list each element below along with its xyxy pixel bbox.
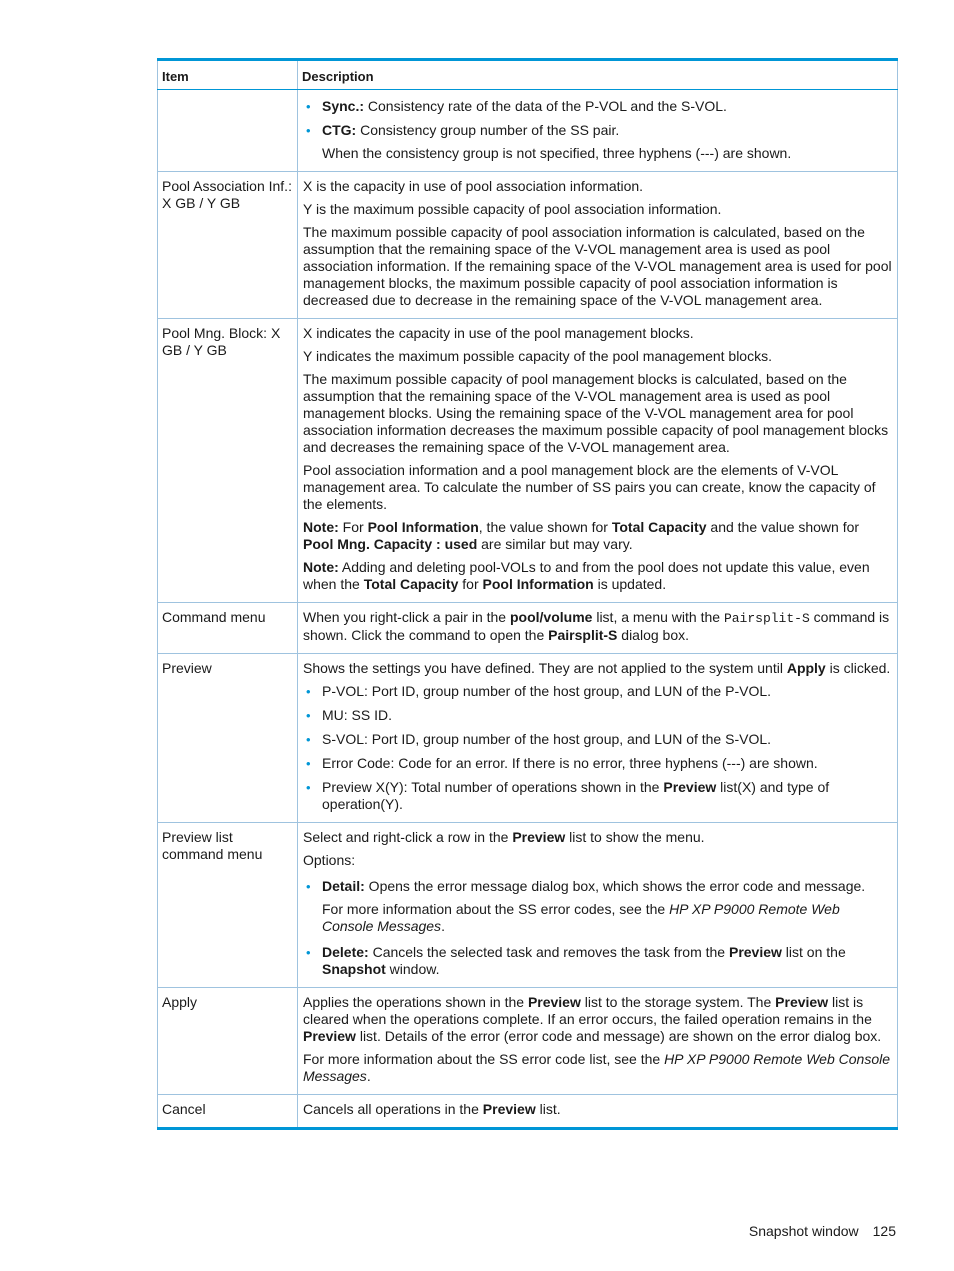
bullet-icon: • [306,756,311,771]
bold-run: pool/volume [509,609,593,625]
text-run: Cancels all operations in the [303,1101,483,1117]
item-cell [158,90,298,172]
text-run: Applies the operations shown in the [303,994,528,1010]
item-cell: Pool Association Inf.: X GB / Y GB [158,172,298,319]
text-run: list. [535,1101,561,1117]
description-cell [298,988,898,1095]
list-item [303,683,892,700]
sub-note [322,901,892,935]
bullet-icon: • [306,123,311,138]
description-cell [298,319,898,603]
paragraph [303,829,892,846]
text-run: MU: SS ID. [322,707,393,723]
description-cell [298,654,898,823]
item-cell: Command menu [158,603,298,654]
bold-run: Pool Information [482,576,594,592]
item-cell: Preview list command menu [158,823,298,988]
text-run: list(X) and type of operation(Y). [322,779,830,812]
italic-run: HP XP P9000 Remote Web Console Messages [303,1051,890,1084]
paragraph [303,1101,892,1118]
italic-run: HP XP P9000 Remote Web Console Messages [322,901,840,934]
paragraph: Pool association information and a pool management block are the elements of V-VOL management area. To calculate the number of SS pairs you can create, know the capacity of the elements. [303,462,876,512]
text-run: Cancels the selected task and removes the task from the [368,944,729,960]
text-run: list is cleared when the operations complete. If an error occurs, the failed operation remains in the [303,994,872,1027]
term-label: Delete: [322,944,369,960]
item-cell: Cancel [158,1095,298,1129]
bold-run: Preview [482,1101,536,1117]
footer-section-title: Snapshot window [748,1223,859,1239]
text-run: . [441,918,445,934]
text-run: list to show the menu. [565,829,705,845]
term-label: CTG: [322,122,357,138]
bold-run: Preview [728,944,782,960]
text-run: For [338,519,368,535]
item-cell: Preview [158,654,298,823]
term-text: Opens the error message dialog box, which shows the error code and message. [364,878,866,894]
page-footer [749,1223,896,1239]
text-run: . [366,1068,371,1084]
paragraph [303,660,892,677]
table-row [158,1095,898,1129]
item-cell: Pool Mng. Block: X GB / Y GB [158,319,298,603]
list-item [303,122,892,162]
text-run: and the value shown for [706,519,860,535]
item-cell: Apply [158,988,298,1095]
list-item [303,707,892,724]
text-run: dialog box. [617,627,689,643]
bullet-icon: • [306,732,311,747]
list-item [303,878,892,935]
description-cell [298,603,898,654]
text-run: list to the storage system. The [580,994,776,1010]
table-row [158,319,898,603]
header-description: Description [298,60,898,90]
page-number: 125 [872,1223,896,1239]
bold-run: Preview [663,779,717,795]
bold-run: Preview [527,994,581,1010]
sub-note: When the consistency group is not specified, three hyphens (---) are shown. [322,145,792,161]
description-cell [298,90,898,172]
text-run: Adding and deleting pool-VOLs to and from the pool does not update this value, even when the [303,559,870,592]
paragraph [303,994,892,1045]
text-run: P-VOL: Port ID, group number of the host group, and LUN of the P-VOL. [322,683,772,699]
bold-run: Apply [786,660,826,676]
paragraph: X is the capacity in use of pool association information. [303,178,644,194]
text-run: S-VOL: Port ID, group number of the host group, and LUN of the S-VOL. [322,731,772,747]
bullet-list [303,98,892,162]
description-cell [298,823,898,988]
bullet-list [303,683,892,813]
paragraph: Options: [303,852,356,868]
description-cell [298,1095,898,1129]
description-cell [298,172,898,319]
table-row [158,823,898,988]
text-run: list, a menu with the [592,609,724,625]
text-run: For more information about the SS error codes, see the [322,901,670,917]
note-label: Note: [303,519,339,535]
list-item [303,944,892,978]
bullet-icon: • [306,945,311,960]
term-label: Sync.: [322,98,365,114]
bold-run: Preview [775,994,829,1010]
table-header-row [158,60,898,90]
bold-run: Total Capacity [611,519,707,535]
table-row [158,172,898,319]
text-run: Preview X(Y): Total number of operations shown in the [322,779,664,795]
paragraph: Y is the maximum possible capacity of pool association information. [303,201,722,217]
table-row [158,90,898,172]
header-item: Item [158,60,298,90]
code-run: Pairsplit-S [723,611,810,626]
bullet-list [303,878,892,978]
list-item [303,755,892,772]
bold-run: Preview [303,1028,356,1044]
bullet-icon: • [306,708,311,723]
text-run: list on the [781,944,846,960]
paragraph: The maximum possible capacity of pool association information is calculated, based on the assumption that the remaining space of the V-VOL management area is used as pool association information. If the remaining space of the V-VOL management area is used for pool management blocks, the maximum possible capacity of pool association information is decreased due to decrease in the remaining space of the V-VOL management area. [303,224,892,308]
text-run: For more information about the SS error code list, see the [303,1051,665,1067]
bullet-icon: • [306,879,311,894]
paragraph [303,1051,892,1085]
paragraph: X indicates the capacity in use of the pool management blocks. [303,325,694,341]
text-run: command is shown. Click the command to open the [303,609,890,643]
text-run: are similar but may vary. [477,536,633,552]
bold-run: Preview [512,829,566,845]
text-run: window. [385,961,440,977]
term-label: Detail: [322,878,365,894]
bold-run: Pairsplit-S [548,627,618,643]
list-item [303,98,892,115]
term-text: Consistency rate of the data of the P-VOL and the S-VOL. [364,98,727,114]
table-row [158,654,898,823]
bold-run: Snapshot [322,961,386,977]
text-run: When you right-click a pair in the [303,609,510,625]
text-run: for [458,576,483,592]
bullet-icon: • [306,99,311,114]
text-run: is clicked. [825,660,891,676]
text-run: list. Details of the error (error code and message) are shown on the error dialog box. [355,1028,882,1044]
text-run: is updated. [593,576,667,592]
note-paragraph [303,559,892,593]
bullet-icon: • [306,780,311,795]
note-label: Note: [303,559,339,575]
term-text: Consistency group number of the SS pair. [356,122,620,138]
note-paragraph [303,519,892,553]
description-table [157,58,898,1130]
paragraph [303,609,892,644]
list-item [303,731,892,748]
list-item [303,779,892,813]
table-row [158,988,898,1095]
bold-run: Total Capacity [363,576,459,592]
text-run: Shows the settings you have defined. They are not applied to the system until [303,660,787,676]
text-run: , the value shown for [478,519,612,535]
paragraph: The maximum possible capacity of pool management blocks is calculated, based on the assumption that the remaining space of the V-VOL management area is used as pool management blocks. Using the remaining space of the V-VOL management area for pool association information decreases the maximum possible capacity of pool management blocks and decreases the remaining space of the V-VOL management area. [303,371,889,455]
bullet-icon: • [306,684,311,699]
bold-run: Pool Information [367,519,479,535]
text-run: Select and right-click a row in the [303,829,513,845]
table-row [158,603,898,654]
bold-run: Pool Mng. Capacity : used [303,536,478,552]
text-run: Error Code: Code for an error. If there is no error, three hyphens (---) are shown. [322,755,818,771]
paragraph: Y indicates the maximum possible capacity of the pool management blocks. [303,348,772,364]
